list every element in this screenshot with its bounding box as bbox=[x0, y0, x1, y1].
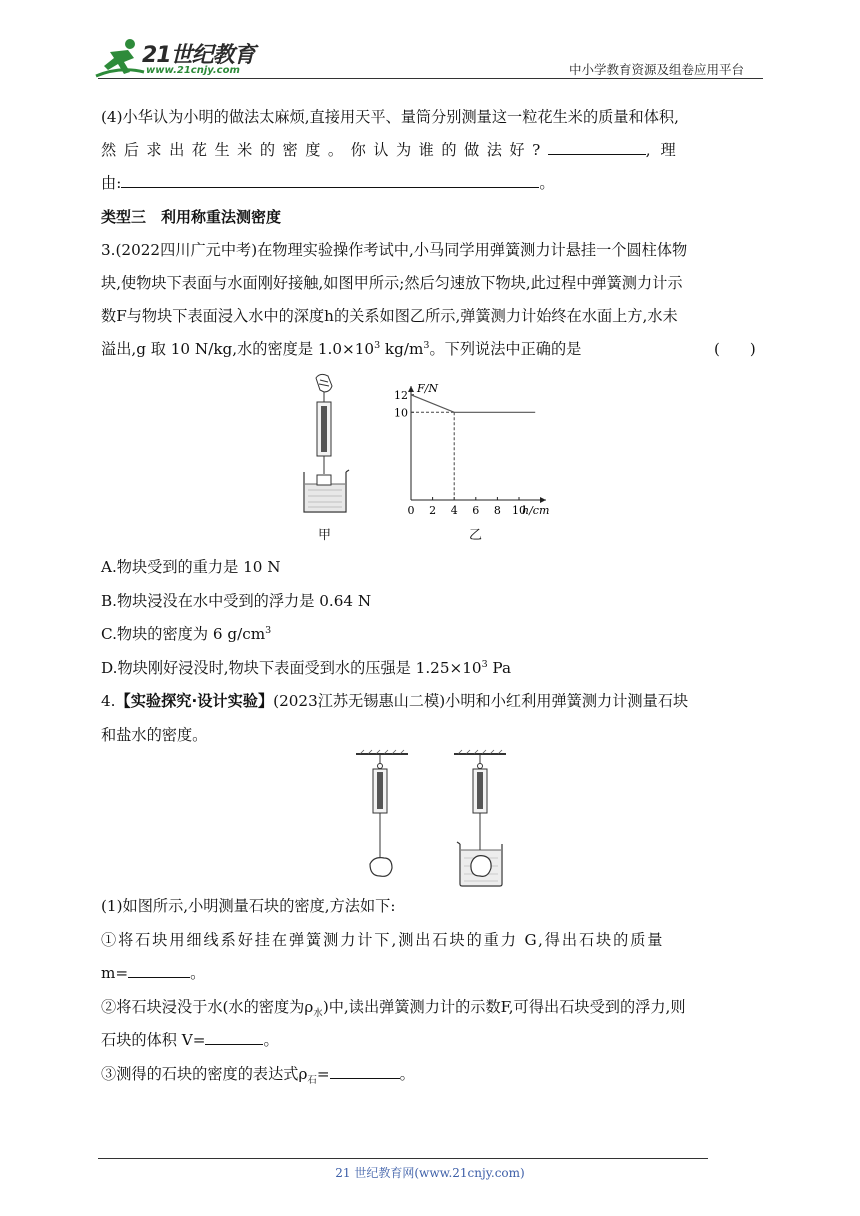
header-platform: 中小学教育资源及组卷应用平台 bbox=[569, 62, 745, 77]
x-tick-label: 4 bbox=[450, 504, 458, 517]
q-prev-line2-text: 然后求出花生米的密度。你认为谁的做法好? bbox=[101, 141, 548, 159]
q4-s2-line1: ①将石块用细线系好挂在弹簧测力计下,测出石块的重力 G,得出石块的质量 bbox=[101, 931, 665, 949]
option-d[interactable] bbox=[101, 657, 761, 679]
x-tick-label: 6 bbox=[472, 504, 480, 517]
q3-line3: 数F与物块下表面浸入水中的深度h的关系如图乙所示,弹簧测力计始终在水面上方,水未 bbox=[101, 307, 678, 325]
option-c-sup: 3 bbox=[265, 624, 272, 636]
q4-s4-post: 。 bbox=[399, 1065, 415, 1083]
figure-stone-air bbox=[352, 748, 412, 888]
q4-line1 bbox=[101, 690, 761, 712]
q-prev-line3 bbox=[101, 172, 761, 194]
stone-icon bbox=[471, 856, 491, 877]
section-title: 类型三 利用称重法测密度 bbox=[101, 208, 282, 226]
q4-s1: (1)如图所示,小明测量石块的密度,方法如下: bbox=[101, 897, 396, 915]
figure-label-yi: 乙 bbox=[469, 528, 483, 543]
y-axis-arrow bbox=[408, 386, 414, 392]
spring-scale-icon bbox=[317, 392, 331, 474]
q-prev-line1: (4)小华认为小明的做法太麻烦,直接用天平、量筒分别测量这一粒花生米的质量和体积, bbox=[101, 108, 679, 126]
option-d-sup: 3 bbox=[481, 658, 488, 670]
q3-line4-post: 。下列说法中正确的是 bbox=[429, 340, 582, 358]
q3-line4-mid: kg/m bbox=[380, 340, 424, 358]
q3-line4-sup2: 3 bbox=[423, 339, 430, 351]
q-prev-line3-start: 由: bbox=[101, 174, 122, 192]
q4-s4-mid: = bbox=[316, 1065, 330, 1083]
answer-blank-volume[interactable] bbox=[205, 1030, 263, 1045]
answer-blank-who[interactable] bbox=[548, 140, 646, 155]
y-axis-label: F/N bbox=[417, 382, 438, 395]
q3-line4-sup1: 3 bbox=[374, 339, 381, 351]
header-rule bbox=[98, 78, 763, 79]
q4-s4-pre: ③测得的石块的密度的表达式ρ bbox=[101, 1065, 308, 1083]
spring-scale-icon bbox=[473, 754, 487, 856]
figure-label-jia: 甲 bbox=[318, 528, 332, 543]
q4-s3-line2-pre: 石块的体积 V= bbox=[101, 1031, 206, 1049]
q4-tag: 【实验探究·设计实验】 bbox=[115, 692, 274, 710]
spring-scale-icon bbox=[373, 754, 387, 860]
ceiling-mount-icon bbox=[454, 750, 506, 754]
answer-bracket[interactable]: ( ) bbox=[714, 340, 756, 358]
x-axis-arrow bbox=[540, 497, 546, 503]
q4-line1-text: (2023江苏无锡惠山二模)小明和小红利用弹簧测力计测量石块 bbox=[273, 692, 689, 710]
header-logo bbox=[94, 36, 264, 82]
q4-s3-line1 bbox=[101, 996, 761, 1018]
option-d-post: Pa bbox=[487, 659, 512, 677]
q4-s3-pre: ②将石块浸没于水(水的密度为ρ bbox=[101, 998, 314, 1016]
y-tick-label: 10 bbox=[394, 406, 408, 420]
option-b[interactable]: B.物块浸没在水中受到的浮力是 0.64 N bbox=[101, 592, 372, 610]
q4-number: 4. bbox=[101, 692, 116, 710]
logo-url: www.21cnjy.com bbox=[146, 65, 240, 76]
q-prev-line3-end: 。 bbox=[539, 174, 555, 192]
q4-s4-sub: 石 bbox=[307, 1075, 317, 1087]
figure-jia bbox=[292, 372, 362, 522]
q4-s3-post: )中,读出弹簧测力计的示数F,可得出石块受到的浮力,则 bbox=[322, 998, 686, 1016]
q4-s3-sub: 水 bbox=[313, 1008, 323, 1020]
q4-s2-line2-pre: m= bbox=[101, 964, 129, 982]
hand-icon bbox=[316, 374, 332, 392]
runner-logo-icon bbox=[94, 36, 146, 80]
option-a[interactable]: A.物块受到的重力是 10 N bbox=[101, 558, 281, 576]
q3-line4-pre: 溢出,g 取 10 N/kg,水的密度是 1.0×10 bbox=[101, 340, 375, 358]
q3-line1: 3.(2022四川广元中考)在物理实验操作考试中,小马同学用弹簧测力计悬挂一个圆柱体物 bbox=[101, 241, 688, 259]
footer-rule bbox=[98, 1158, 708, 1159]
beaker-icon bbox=[304, 470, 349, 512]
q4-s4 bbox=[101, 1063, 761, 1085]
logo-title: 21世纪教育 bbox=[142, 43, 255, 68]
stone-icon bbox=[370, 858, 392, 877]
q-prev-line2 bbox=[101, 139, 761, 161]
answer-blank-density[interactable] bbox=[330, 1064, 400, 1079]
x-tick-label: 0 bbox=[407, 504, 415, 517]
q4-s3-line2 bbox=[101, 1029, 761, 1051]
y-tick-label: 12 bbox=[394, 388, 408, 402]
q4-line2: 和盐水的密度。 bbox=[101, 726, 208, 744]
x-tick-label: 10 bbox=[512, 504, 526, 517]
figure-stone-water bbox=[446, 748, 516, 893]
q3-line2: 块,使物块下表面与水面刚好接触,如图甲所示;然后匀速放下物块,此过程中弹簧测力计示 bbox=[101, 274, 683, 292]
option-d-text: D.物块刚好浸没时,物块下表面受到水的压强是 1.25×10 bbox=[101, 659, 482, 677]
chart-f-h bbox=[366, 378, 566, 528]
q-prev-line2-end: ,理 bbox=[645, 141, 686, 159]
x-axis-label: h/cm bbox=[522, 504, 550, 517]
q4-s2-line2 bbox=[101, 962, 761, 984]
answer-blank-reason[interactable] bbox=[121, 173, 539, 188]
option-c[interactable] bbox=[101, 623, 761, 645]
footer-text: 21 世纪教育网(www.21cnjy.com) bbox=[335, 1166, 525, 1180]
x-tick-label: 2 bbox=[429, 504, 437, 517]
x-tick-label: 8 bbox=[493, 504, 501, 517]
answer-blank-mass[interactable] bbox=[128, 963, 190, 978]
option-c-text: C.物块的密度为 6 g/cm bbox=[101, 625, 266, 643]
ceiling-mount-icon bbox=[356, 750, 408, 754]
q4-s3-line2-post: 。 bbox=[263, 1031, 279, 1049]
q3-line4 bbox=[101, 338, 761, 360]
series-line bbox=[411, 395, 535, 413]
q4-s2-line2-post: 。 bbox=[190, 964, 206, 982]
